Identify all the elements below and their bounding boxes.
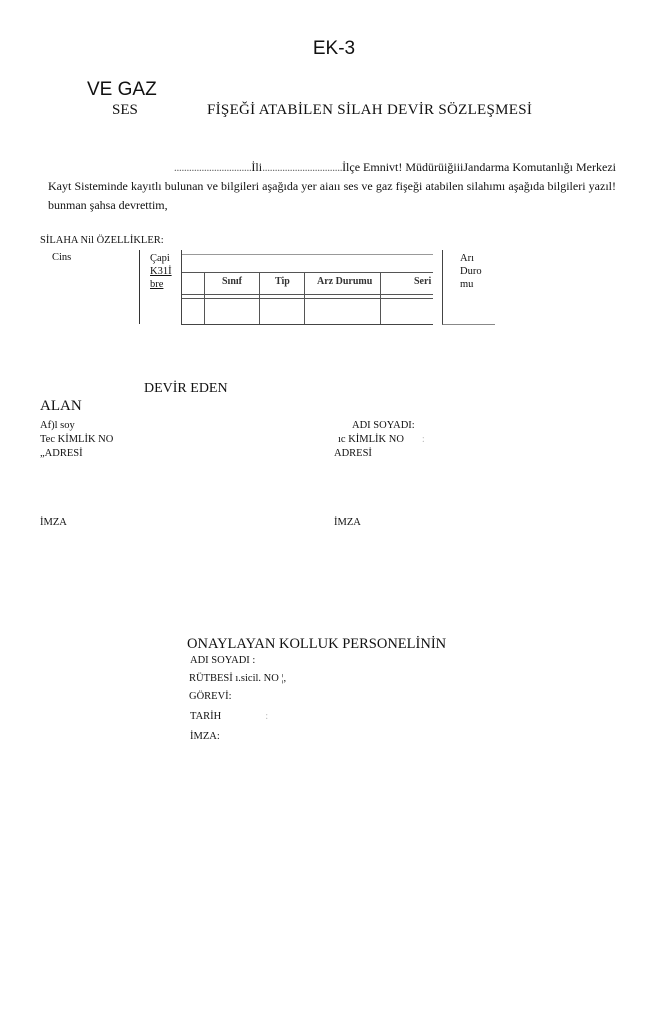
table-line: [182, 272, 433, 273]
right-address-label: ADRESİ: [334, 448, 372, 459]
ari-line-1: Arı: [460, 253, 474, 264]
left-signature-label: İMZA: [40, 517, 67, 528]
left-tc-label: Tec KİMLİK NO: [40, 434, 114, 445]
table-line: [182, 294, 433, 295]
capi-line-1: Çapi: [150, 253, 170, 264]
transferor-heading: DEVİR EDEN: [144, 381, 228, 396]
intro-paragraph: [48, 158, 616, 215]
approval-name-label: ADI SOYADI :: [190, 655, 256, 666]
approval-duty-label: GÖREVİ:: [189, 691, 232, 702]
table-line: [182, 254, 433, 255]
table-col-line: [380, 272, 381, 324]
features-table: [181, 250, 433, 325]
dotted-blank: ...............................: [173, 160, 252, 174]
table-col-line: [259, 272, 260, 324]
left-address-label: „ADRESİ: [40, 448, 83, 459]
intro-body: Kayt Sisteminde kayıtlı bulunan ve bilgileri aşağıda yer aiaıı ses ve gaz fişeği atabilen silahımı aşağıda bilgileri yazıl! bunman şahsa devrettim,: [48, 179, 616, 212]
table-header-arz-durumu: Arz Durumu: [317, 276, 373, 287]
right-tc-colon: :: [421, 434, 425, 445]
title-prefix: VE GAZ: [87, 79, 157, 100]
approval-date-label: [190, 711, 268, 722]
table-col-line: [304, 272, 305, 324]
ariza-durumu-label: [460, 252, 482, 291]
document-title: FİŞEĞİ ATABİLEN SİLAH DEVİR SÖZLEŞMESİ: [207, 102, 533, 118]
left-name-label: Af)l soy: [40, 420, 75, 431]
intro-line-1-text: İlçe Emnivt! MüdürüiğiiiJandarma Komutanlığı Merkezi: [342, 160, 616, 174]
column-divider: [139, 250, 140, 324]
ili-label: İli: [251, 160, 263, 174]
table-header-seri: Seri: [414, 276, 432, 287]
approval-date-colon: :: [265, 711, 269, 722]
dotted-blank: ................................: [262, 160, 343, 174]
recipient-heading: ALAN: [40, 398, 82, 414]
right-tc-label: [338, 434, 425, 445]
title-ses: SES: [112, 102, 138, 118]
cins-label: Cins: [52, 252, 72, 263]
approval-heading: ONAYLAYAN KOLLUK PERSONELİNİN: [187, 636, 447, 652]
table-line: [182, 298, 433, 299]
right-name-label: ADI SOYADI:: [352, 420, 415, 431]
capi-line-2: K31İ: [150, 266, 172, 277]
approval-date-text: TARİH: [190, 711, 222, 722]
right-tc-text: ıc KİMLİK NO: [338, 434, 404, 445]
table-col-line: [204, 272, 205, 324]
features-heading: SİLAHA Nil ÖZELLİKLER:: [40, 235, 164, 246]
approval-signature-label: İMZA:: [190, 731, 220, 742]
intro-line-1: [48, 158, 616, 177]
capi-line-3: bre: [150, 279, 164, 290]
approval-rank-label: RÜTBESİ ı.sicil. NO ¦,: [189, 673, 287, 684]
table-header-tip: Tip: [275, 276, 290, 287]
annex-label: EK-3: [312, 38, 356, 59]
capi-label: [150, 252, 172, 291]
table-header-sinif: Sınıf: [222, 276, 243, 287]
right-signature-label: İMZA: [334, 517, 361, 528]
ari-line-3: mu: [460, 279, 474, 290]
ari-line-2: Duro: [460, 266, 482, 277]
